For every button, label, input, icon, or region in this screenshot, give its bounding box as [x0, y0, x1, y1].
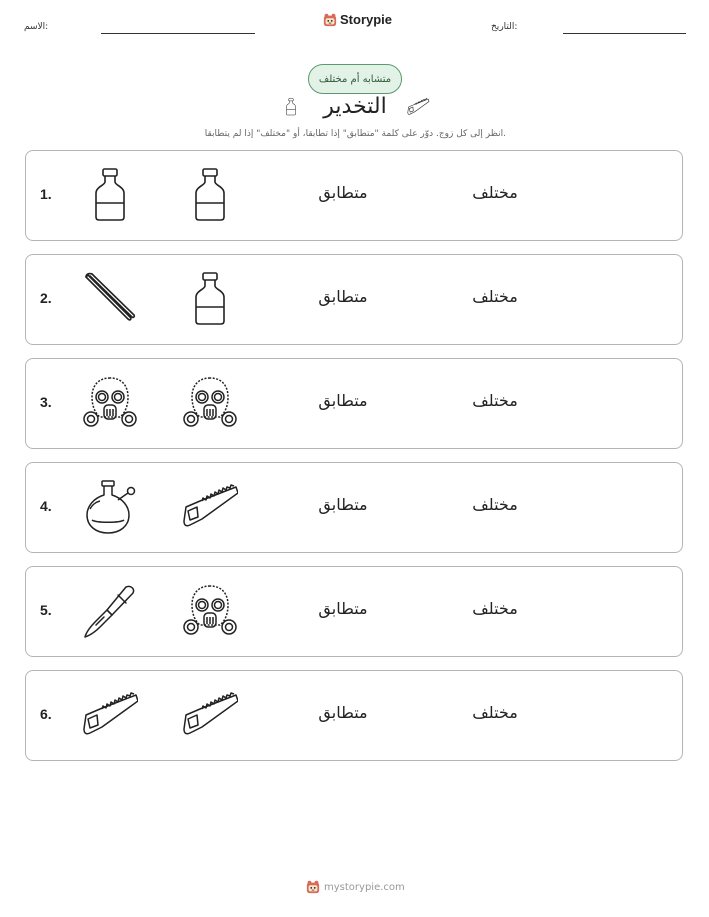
row-number: 6.: [40, 706, 52, 722]
instructions: انظر إلى كل زوج. دوّر على كلمة "متطابق" إذا تطابقا، أو "مختلف" إذا لم يتطابقا.: [204, 129, 506, 139]
row-number: 4.: [40, 498, 52, 514]
different-option[interactable]: مختلف: [472, 599, 518, 618]
question-row-6: [25, 670, 683, 761]
bottle-icon: [182, 271, 238, 327]
date-line[interactable]: [563, 33, 686, 34]
gas-mask-icon: [182, 375, 238, 431]
storypie-logo-icon: [323, 13, 337, 27]
saw-icon: [82, 687, 138, 743]
question-row-1: [25, 150, 683, 241]
same-option[interactable]: متطابق: [318, 599, 368, 618]
different-option[interactable]: مختلف: [472, 703, 518, 722]
footer: [306, 880, 405, 894]
name-label: الاسم:: [24, 22, 49, 32]
different-option[interactable]: مختلف: [472, 183, 518, 202]
storypie-logo-icon: [306, 880, 320, 894]
question-row-2: [25, 254, 683, 345]
saw-icon: [182, 687, 238, 743]
tweezers-icon: [82, 271, 138, 327]
different-option[interactable]: مختلف: [472, 391, 518, 410]
gas-mask-icon: [82, 375, 138, 431]
same-option[interactable]: متطابق: [318, 287, 368, 306]
name-line[interactable]: [101, 33, 255, 34]
same-option[interactable]: متطابق: [318, 703, 368, 722]
page-title: التخدير: [323, 94, 387, 119]
row-number: 1.: [40, 186, 52, 202]
same-option[interactable]: متطابق: [318, 391, 368, 410]
row-number: 3.: [40, 394, 52, 410]
scalpel-icon: [82, 583, 138, 639]
saw-icon: [182, 479, 238, 535]
brand-logo: [323, 12, 392, 27]
question-row-4: [25, 462, 683, 553]
title-bottle-icon: [282, 92, 300, 122]
flask-icon: [82, 479, 138, 535]
brand-name: Storypie: [340, 12, 393, 27]
gas-mask-icon: [182, 583, 238, 639]
bottle-icon: [82, 167, 138, 223]
bottle-icon: [182, 167, 238, 223]
different-option[interactable]: مختلف: [472, 287, 518, 306]
row-number: 5.: [40, 602, 52, 618]
different-option[interactable]: مختلف: [472, 495, 518, 514]
row-number: 2.: [40, 290, 52, 306]
question-row-3: [25, 358, 683, 449]
footer-site[interactable]: mystorypie.com: [324, 881, 405, 893]
activity-tag: متشابه أم مختلف: [308, 64, 402, 94]
same-option[interactable]: متطابق: [318, 495, 368, 514]
title-saw-icon: [402, 96, 434, 118]
same-option[interactable]: متطابق: [318, 183, 368, 202]
date-label: التاريخ:: [491, 22, 518, 32]
question-row-5: [25, 566, 683, 657]
